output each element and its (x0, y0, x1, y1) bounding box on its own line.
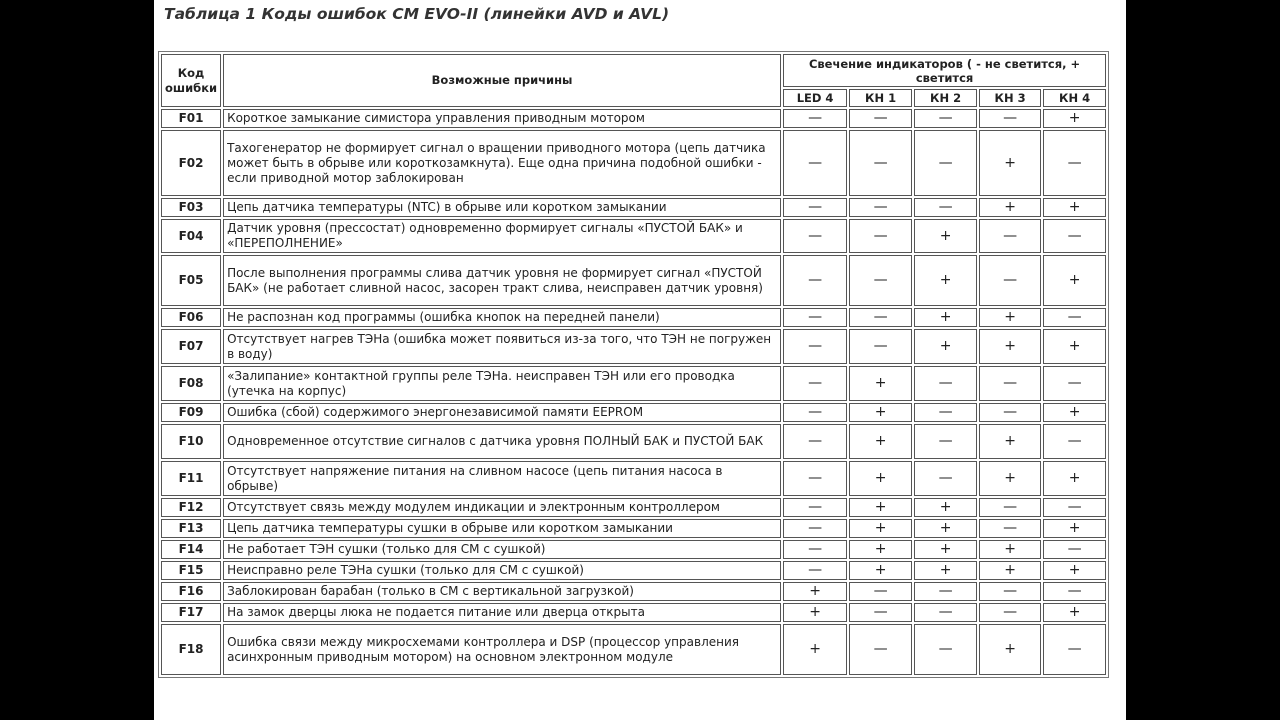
indicator-state: — (783, 461, 847, 496)
error-code: F12 (161, 498, 221, 517)
indicator-state: — (979, 219, 1041, 253)
indicator-state: — (1043, 582, 1106, 601)
indicator-state: + (1043, 461, 1106, 496)
error-cause: Цепь датчика температуры сушки в обрыве или коротком замыкании (223, 519, 781, 538)
error-code: F14 (161, 540, 221, 559)
table-row (161, 424, 1106, 459)
error-code: F16 (161, 582, 221, 601)
header-led4: LED 4 (783, 89, 847, 107)
error-code: F04 (161, 219, 221, 253)
page-title: Таблица 1 Коды ошибок СМ EVO-II (линейки AVD и AVL) (164, 5, 670, 23)
indicator-state: — (849, 582, 912, 601)
table-row (161, 219, 1106, 253)
indicator-state: — (1043, 498, 1106, 517)
header-kn1: КН 1 (849, 89, 912, 107)
indicator-state: — (783, 498, 847, 517)
indicator-state: — (1043, 219, 1106, 253)
error-cause: «Залипание» контактной группы реле ТЭНа. неисправен ТЭН или его проводка (утечка на корпус) (223, 366, 781, 401)
indicator-state: + (979, 329, 1041, 364)
indicator-state: + (849, 498, 912, 517)
error-code: F15 (161, 561, 221, 580)
indicator-state: — (783, 255, 847, 306)
indicator-state: — (914, 424, 977, 459)
indicator-state: — (1043, 130, 1106, 196)
error-code: F03 (161, 198, 221, 217)
indicator-state: — (979, 255, 1041, 306)
indicator-state: — (1043, 308, 1106, 327)
indicator-state: + (783, 624, 847, 675)
table-row (161, 130, 1106, 196)
table-row (161, 624, 1106, 675)
indicator-state: — (783, 519, 847, 538)
error-code: F01 (161, 109, 221, 128)
table-row (161, 561, 1106, 580)
indicator-state: + (849, 540, 912, 559)
indicator-state: — (849, 198, 912, 217)
indicator-state: + (914, 308, 977, 327)
table-row (161, 109, 1106, 128)
indicator-state: + (979, 130, 1041, 196)
error-cause: Не распознан код программы (ошибка кнопок на передней панели) (223, 308, 781, 327)
indicator-state: + (783, 603, 847, 622)
indicator-state: — (783, 219, 847, 253)
error-code: F18 (161, 624, 221, 675)
indicator-state: + (849, 403, 912, 422)
error-cause: Датчик уровня (прессостат) одновременно формирует сигналы «ПУСТОЙ БАК» и «ПЕРЕПОЛНЕНИЕ» (223, 219, 781, 253)
error-cause: Тахогенератор не формирует сигнал о вращении приводного мотора (цепь датчика может быть в обрыве или короткозамкнута). Еще одна причина подобной ошибки - если приводной мотор заблокирован (223, 130, 781, 196)
indicator-state: + (1043, 198, 1106, 217)
table-row (161, 366, 1106, 401)
indicator-state: + (914, 498, 977, 517)
indicator-state: + (783, 582, 847, 601)
indicator-state: + (979, 424, 1041, 459)
indicator-state: — (914, 198, 977, 217)
table-row (161, 603, 1106, 622)
indicator-state: + (914, 219, 977, 253)
table-row (161, 498, 1106, 517)
header-code: Код ошибки (161, 54, 221, 107)
indicator-state: — (979, 403, 1041, 422)
table-row (161, 308, 1106, 327)
error-cause: Ошибка связи между микросхемами контроллера и DSP (процессор управления асинхронным приводным мотором) на основном электронном модуле (223, 624, 781, 675)
error-cause: Не работает ТЭН сушки (только для СМ с сушкой) (223, 540, 781, 559)
error-code: F02 (161, 130, 221, 196)
table-row (161, 198, 1106, 217)
indicator-state: — (1043, 540, 1106, 559)
indicator-state: — (914, 582, 977, 601)
indicator-state: — (849, 130, 912, 196)
indicator-state: + (979, 540, 1041, 559)
indicator-state: — (914, 624, 977, 675)
header-kn4: КН 4 (1043, 89, 1106, 107)
indicator-state: — (783, 561, 847, 580)
indicator-state: — (1043, 424, 1106, 459)
indicator-state: + (1043, 519, 1106, 538)
indicator-state: + (979, 198, 1041, 217)
indicator-state: — (914, 109, 977, 128)
error-cause: Короткое замыкание симистора управления приводным мотором (223, 109, 781, 128)
indicator-state: — (1043, 624, 1106, 675)
indicator-state: — (979, 498, 1041, 517)
error-code: F13 (161, 519, 221, 538)
header-kn3: КН 3 (979, 89, 1041, 107)
indicator-state: — (783, 403, 847, 422)
indicator-state: + (914, 255, 977, 306)
indicator-state: + (914, 519, 977, 538)
header-causes: Возможные причины (223, 54, 781, 107)
indicator-state: + (849, 366, 912, 401)
indicator-state: — (979, 603, 1041, 622)
indicator-state: + (1043, 329, 1106, 364)
indicator-state: — (979, 366, 1041, 401)
error-cause: Ошибка (сбой) содержимого энергонезависимой памяти EEPROM (223, 403, 781, 422)
indicator-state: — (979, 109, 1041, 128)
error-cause: Отсутствует связь между модулем индикации и электронным контроллером (223, 498, 781, 517)
indicator-state: — (979, 519, 1041, 538)
indicator-state: — (783, 198, 847, 217)
indicator-state: — (849, 308, 912, 327)
indicator-state: + (1043, 603, 1106, 622)
indicator-state: — (783, 130, 847, 196)
indicator-state: — (783, 366, 847, 401)
indicator-state: — (849, 624, 912, 675)
indicator-state: + (1043, 255, 1106, 306)
indicator-state: — (849, 219, 912, 253)
indicator-state: — (914, 366, 977, 401)
indicator-state: — (783, 329, 847, 364)
table-row (161, 519, 1106, 538)
indicator-state: — (914, 130, 977, 196)
indicator-state: + (849, 424, 912, 459)
indicator-state: + (1043, 561, 1106, 580)
indicator-state: — (1043, 366, 1106, 401)
header-kn2: КН 2 (914, 89, 977, 107)
error-code: F17 (161, 603, 221, 622)
error-cause: После выполнения программы слива датчик уровня не формирует сигнал «ПУСТОЙ БАК» (не работает сливной насос, засорен тракт слива, неисправен датчик уровня) (223, 255, 781, 306)
error-cause: Неисправно реле ТЭНа сушки (только для СМ с сушкой) (223, 561, 781, 580)
indicator-state: + (1043, 109, 1106, 128)
error-code: F08 (161, 366, 221, 401)
header-indicators: Свечение индикаторов ( - не светится, + светится (783, 54, 1106, 87)
indicator-state: — (914, 603, 977, 622)
table-row (161, 255, 1106, 306)
indicator-state: + (979, 624, 1041, 675)
indicator-state: — (914, 461, 977, 496)
indicator-state: — (783, 540, 847, 559)
indicator-state: + (1043, 403, 1106, 422)
indicator-state: — (783, 308, 847, 327)
indicator-state: + (849, 561, 912, 580)
table-row (161, 461, 1106, 496)
error-code: F10 (161, 424, 221, 459)
error-code: F07 (161, 329, 221, 364)
error-cause: Цепь датчика температуры (NTC) в обрыве или коротком замыкании (223, 198, 781, 217)
error-cause: Заблокирован барабан (только в СМ с вертикальной загрузкой) (223, 582, 781, 601)
indicator-state: + (914, 329, 977, 364)
indicator-state: — (914, 403, 977, 422)
indicator-state: — (849, 603, 912, 622)
error-code: F09 (161, 403, 221, 422)
table-row (161, 540, 1106, 559)
table-row (161, 582, 1106, 601)
indicator-state: — (979, 582, 1041, 601)
error-cause: Одновременное отсутствие сигналов с датчика уровня ПОЛНЫЙ БАК и ПУСТОЙ БАК (223, 424, 781, 459)
indicator-state: + (914, 540, 977, 559)
error-code: F06 (161, 308, 221, 327)
indicator-state: — (849, 255, 912, 306)
indicator-state: — (783, 424, 847, 459)
indicator-state: + (979, 308, 1041, 327)
indicator-state: — (783, 109, 847, 128)
indicator-state: + (914, 561, 977, 580)
indicator-state: — (849, 329, 912, 364)
document-page (154, 0, 1126, 720)
indicator-state: + (849, 461, 912, 496)
indicator-state: — (849, 109, 912, 128)
table-row (161, 403, 1106, 422)
table-row (161, 329, 1106, 364)
error-cause: Отсутствует нагрев ТЭНа (ошибка может появиться из-за того, что ТЭН не погружен в воду) (223, 329, 781, 364)
indicator-state: + (979, 461, 1041, 496)
error-codes-table (158, 51, 1109, 678)
error-code: F11 (161, 461, 221, 496)
error-cause: Отсутствует напряжение питания на сливном насосе (цепь питания насоса в обрыве) (223, 461, 781, 496)
error-cause: На замок дверцы люка не подается питание или дверца открыта (223, 603, 781, 622)
indicator-state: + (979, 561, 1041, 580)
error-code: F05 (161, 255, 221, 306)
indicator-state: + (849, 519, 912, 538)
